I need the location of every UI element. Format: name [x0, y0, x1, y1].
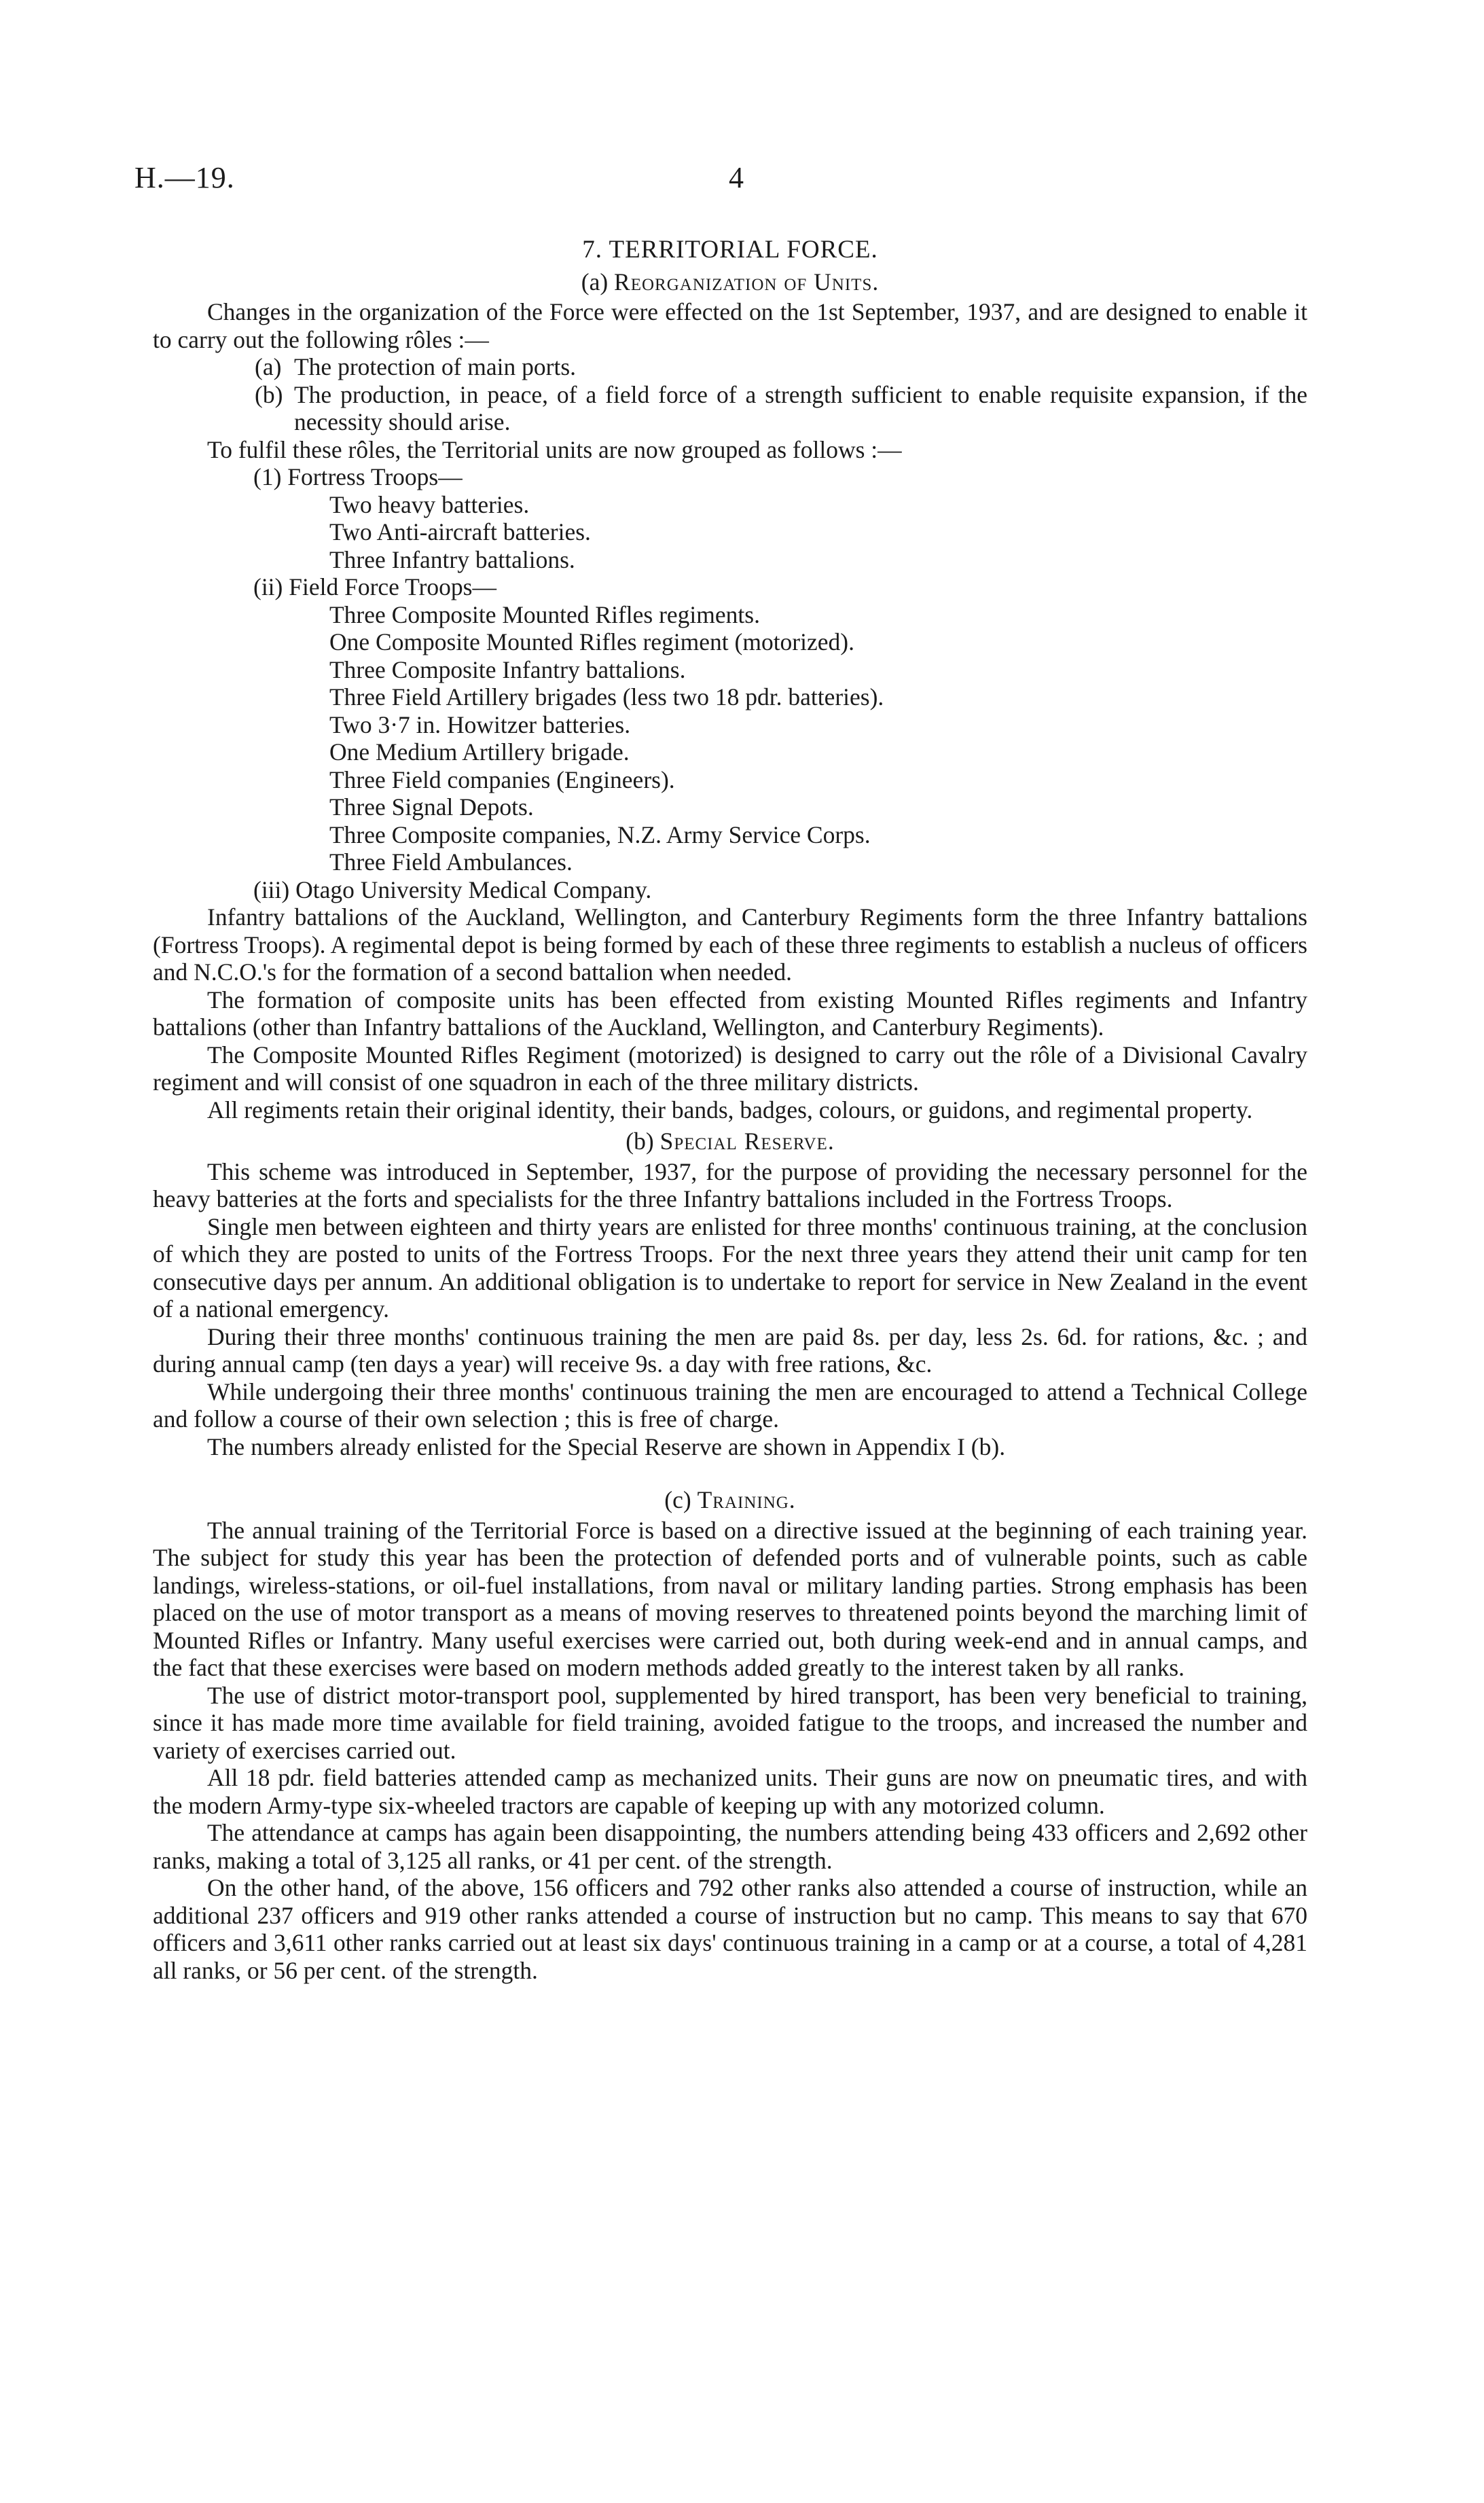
page-content — [153, 236, 1307, 1984]
reorg-intro: Changes in the organization of the Force were effected on the 1st September, 1937, and are designed to enable it to carry out the following rôles :— — [153, 298, 1307, 353]
list-item: Three Infantry battalions. — [329, 545, 575, 573]
list-item: One Composite Mounted Rifles regiment (motorized). — [329, 628, 854, 655]
grouping-intro: To fulfil these rôles, the Territorial units are now grouped as follows :— — [207, 435, 902, 463]
list-item: Three Composite Mounted Rifles regiments. — [329, 600, 760, 628]
paragraph: The attendance at camps has again been disappointing, the numbers attending being 433 officers and 2,692 other ranks, making a total of 3,125 all ranks, or 41 per cent. of the strength. — [153, 1819, 1307, 1874]
paragraph: All 18 pdr. field batteries attended camp as mechanized units. Their guns are now on pneumatic tires, and with the modern Army-type six-wheeled tractors are capable of keeping up with any motorized column. — [153, 1764, 1307, 1819]
subsection-heading-special-reserve — [153, 1128, 1307, 1155]
role-text: The protection of main ports. — [294, 353, 577, 380]
subsection-letter: (c) — [664, 1486, 691, 1513]
paragraph: This scheme was introduced in September, 1937, for the purpose of providing the necessary personnel for the heavy batteries at the forts and specialists for the three Infantry battalions included in the Fortress Troops. — [153, 1157, 1307, 1212]
subsection-heading-reorganization — [153, 268, 1307, 296]
list-item: Two Anti-aircraft batteries. — [329, 518, 591, 545]
subsection-heading-text: Training. — [697, 1486, 796, 1513]
paragraph: The use of district motor-transport pool, supplemented by hired transport, has been very beneficial to training, since it has made more time available for field training, avoided fatigue to the troops, and increased the number and variety of exercises carried out. — [153, 1681, 1307, 1764]
subsection-letter: (a) — [581, 268, 609, 295]
subsection-heading-text: Special Reserve. — [659, 1128, 835, 1155]
subsection-heading-training — [153, 1486, 1307, 1514]
paragraph: The annual training of the Territorial Force is based on a directive issued at the beginning of each training year. The subject for study this year has been the protection of defended ports and of vulnerable points, such as cable landings, wireless-stations, or oil-fuel installations, from naval or military landing parties. Strong emphasis has been placed on the use of motor transport as a means of moving reserves to threatened points beyond the marching limit of Mounted Rifles or Infantry. Many useful exercises were carried out, both during week-end and in annual camps, and the fact that these exercises were based on modern methods added greatly to the interest taken by all ranks. — [153, 1516, 1307, 1681]
paragraph: Single men between eighteen and thirty years are enlisted for three months' continuous training, at the conclusion of which they are posted to units of the Fortress Troops. For the next three years they attend their unit camp for ten consecutive days per annum. An additional obligation is to undertake to report for service in New Zealand in the event of a national emergency. — [153, 1212, 1307, 1322]
group-label-fortress: (1) Fortress Troops— — [253, 463, 463, 490]
list-item: Two 3·7 in. Howitzer batteries. — [329, 710, 631, 738]
role-mark: (a) — [255, 353, 282, 380]
role-mark: (b) — [255, 380, 283, 408]
list-item: Three Composite Infantry battalions. — [329, 655, 686, 683]
group-label-field-force: (ii) Field Force Troops— — [253, 573, 496, 600]
list-item: Three Signal Depots. — [329, 793, 534, 821]
list-item — [255, 353, 1307, 381]
roles-list — [153, 353, 1307, 436]
list-item: Three Composite companies, N.Z. Army Service Corps. — [329, 821, 871, 848]
role-text: The production, in peace, of a field force of a strength sufficient to enable requisite expansion, if the necessity should arise. — [294, 380, 1307, 435]
list-item: One Medium Artillery brigade. — [329, 738, 630, 766]
list-item: Three Field Ambulances. — [329, 848, 573, 876]
list-item: Three Field Artillery brigades (less two 18 pdr. batteries). — [329, 683, 884, 710]
paragraph: The formation of composite units has been effected from existing Mounted Rifles regiments and Infantry battalions (other than Infantry battalions of the Auckland, Wellington, and Canterbury Regiments). — [153, 986, 1307, 1041]
section-title: 7. TERRITORIAL FORCE. — [582, 236, 878, 264]
paragraph: During their three months' continuous training the men are paid 8s. per day, less 2s. 6d. for rations, &c. ; and during annual camp (ten days a year) will receive 9s. a day with free rations, &c. — [153, 1322, 1307, 1377]
document-reference: H.—19. — [134, 161, 235, 194]
paragraph: The Composite Mounted Rifles Regiment (motorized) is designed to carry out the rôle of a Divisional Cavalry regiment and will consist of one squadron in each of the three military districts. — [153, 1041, 1307, 1096]
list-item: Two heavy batteries. — [329, 490, 530, 518]
list-item: Three Field companies (Engineers). — [329, 766, 675, 793]
subsection-heading-text: Reorganization of Units. — [614, 268, 880, 295]
paragraph: The numbers already enlisted for the Special Reserve are shown in Appendix I (b). — [207, 1433, 1006, 1460]
group-label-medical: (iii) Otago University Medical Company. — [253, 876, 652, 903]
subsection-letter: (b) — [626, 1128, 654, 1155]
paragraph: All regiments retain their original identity, their bands, badges, colours, or guidons, and regimental property. — [207, 1096, 1253, 1123]
page-number: 4 — [729, 161, 744, 194]
list-item — [255, 381, 1307, 436]
paragraph: While undergoing their three months' continuous training the men are encouraged to attend a Technical College and follow a course of their own selection ; this is free of charge. — [153, 1377, 1307, 1433]
paragraph: Infantry battalions of the Auckland, Wellington, and Canterbury Regiments form the three Infantry battalions (Fortress Troops). A regimental depot is being formed by each of these three regiments to establish a nucleus of officers and N.C.O.'s for the formation of a second battalion when needed. — [153, 903, 1307, 986]
paragraph: On the other hand, of the above, 156 officers and 792 other ranks also attended a course of instruction, while an additional 237 officers and 919 other ranks attended a course of instruction but no camp. This means to say that 670 officers and 3,611 other ranks carried out at least six days' continuous training in a camp or at a course, a total of 4,281 all ranks, or 56 per cent. of the strength. — [153, 1874, 1307, 1984]
